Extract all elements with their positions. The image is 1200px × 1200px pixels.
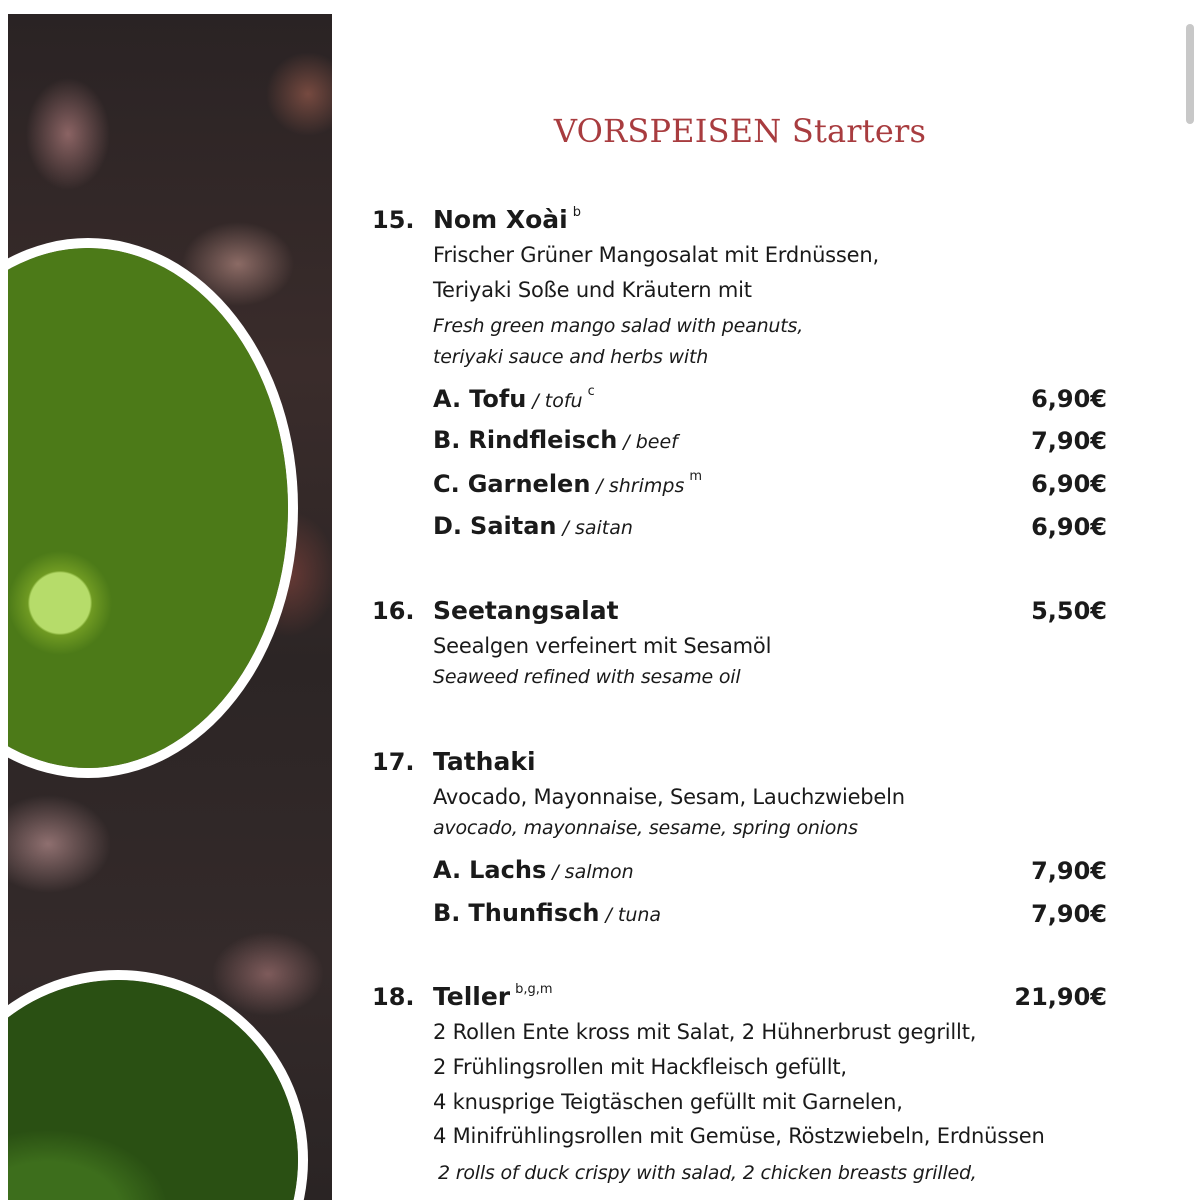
item-description-de: Seealgen verfeinert mit Sesamöl bbox=[433, 634, 772, 658]
item-description-en: 2 rolls of duck crispy with salad, 2 chicken breasts grilled, bbox=[438, 1162, 977, 1184]
item-name: Nom Xoài $^b$ bbox=[433, 205, 582, 234]
item-description-de: 4 Minifrühlingsrollen mit Gemüse, Röstzwiebeln, Erdnüssen bbox=[433, 1124, 1045, 1148]
item-number: 15. bbox=[372, 206, 415, 234]
item-name: Teller $^{b,g,m}$ bbox=[433, 982, 553, 1011]
item-number: 18. bbox=[372, 983, 415, 1011]
item-number: 16. bbox=[372, 597, 415, 625]
option-row: A. Lachs / salmon bbox=[433, 856, 634, 884]
item-description-en: Seaweed refined with sesame oil bbox=[433, 666, 741, 688]
item-description-de: 4 knusprige Teigtäschen gefüllt mit Garnelen, bbox=[433, 1090, 903, 1114]
item-description-de: 2 Frühlingsrollen mit Hackfleisch gefüllt, bbox=[433, 1055, 847, 1079]
item-description-de: Teriyaki Soße und Kräutern mit bbox=[433, 278, 752, 302]
option-price: 6,90€ bbox=[1031, 513, 1107, 541]
allergen-codes: b bbox=[572, 205, 582, 220]
option-price: 7,90€ bbox=[1031, 427, 1107, 455]
item-name: Seetangsalat bbox=[433, 596, 619, 625]
option-price: 7,90€ bbox=[1031, 900, 1107, 928]
option-row: B. Rindfleisch / beef bbox=[433, 426, 678, 454]
item-description-de: Avocado, Mayonnaise, Sesam, Lauchzwiebeln bbox=[433, 785, 905, 809]
section-title: VORSPEISEN Starters bbox=[553, 112, 927, 150]
item-number: 17. bbox=[372, 748, 415, 776]
item-description-de: Frischer Grüner Mangosalat mit Erdnüssen, bbox=[433, 243, 879, 267]
option-row: B. Thunfisch / tuna bbox=[433, 899, 662, 927]
item-description-de: 2 Rollen Ente kross mit Salat, 2 Hühnerbrust gegrillt, bbox=[433, 1020, 977, 1044]
option-row: C. Garnelen / shrimps $^m$ bbox=[433, 469, 703, 498]
item-price: 21,90€ bbox=[1014, 983, 1107, 1011]
item-description-en: Fresh green mango salad with peanuts, bbox=[433, 315, 804, 337]
item-name: Tathaki bbox=[433, 747, 536, 776]
seaweed-salad-photo bbox=[8, 980, 298, 1200]
curry-bowl-photo bbox=[8, 248, 288, 768]
option-price: 7,90€ bbox=[1031, 857, 1107, 885]
item-description-en: avocado, mayonnaise, sesame, spring onions bbox=[433, 817, 858, 839]
scrollbar-thumb[interactable] bbox=[1186, 24, 1194, 124]
food-photo-strip bbox=[8, 14, 332, 1200]
item-price: 5,50€ bbox=[1031, 597, 1107, 625]
allergen-codes: b,g,m bbox=[515, 982, 553, 997]
option-row: D. Saitan / saitan bbox=[433, 512, 633, 540]
option-price: 6,90€ bbox=[1031, 470, 1107, 498]
option-row: A. Tofu / tofu $^c$ bbox=[433, 384, 595, 413]
option-price: 6,90€ bbox=[1031, 385, 1107, 413]
item-description-en: teriyaki sauce and herbs with bbox=[433, 346, 709, 368]
